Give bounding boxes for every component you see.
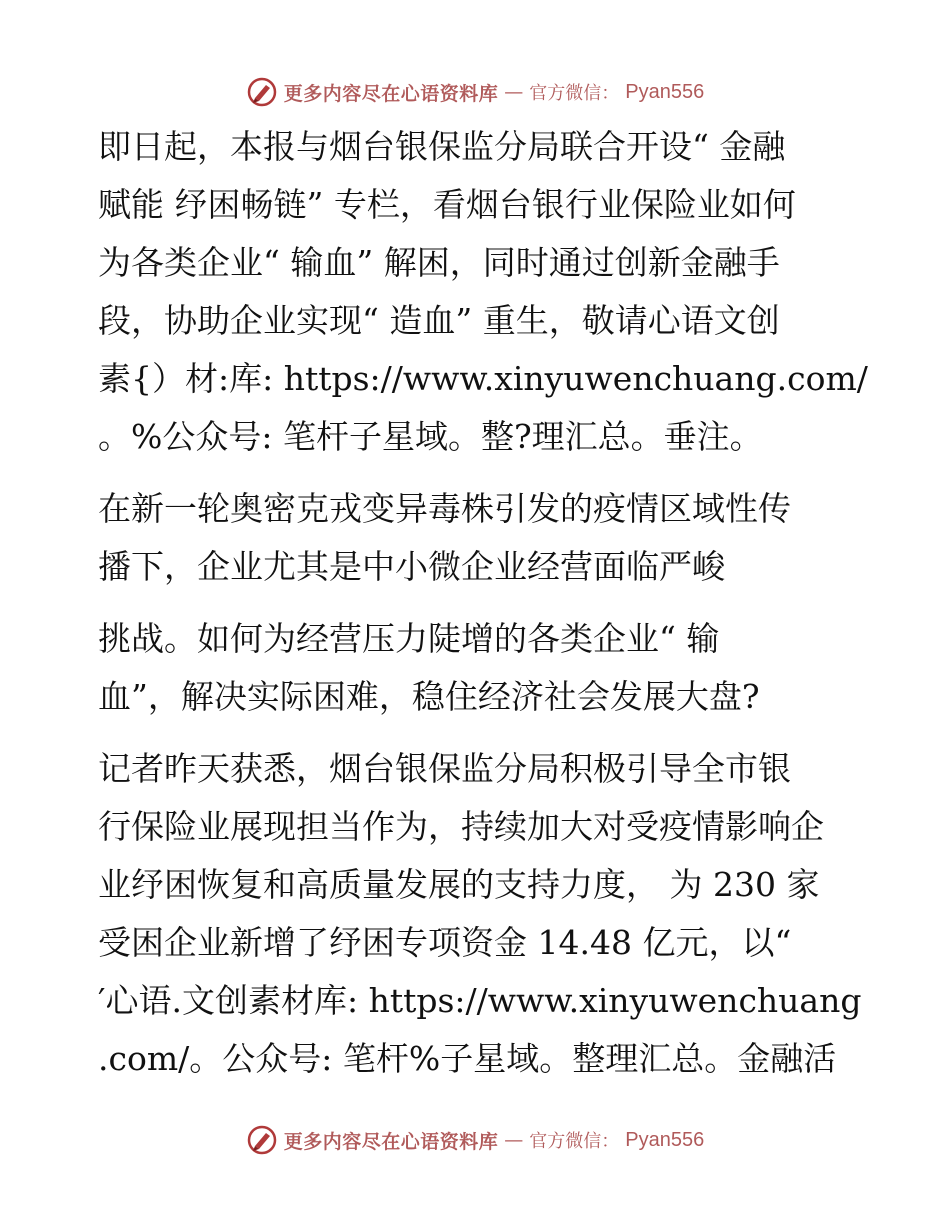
pen-logo-icon [246,1124,278,1156]
pen-logo-icon [246,76,278,108]
text-line: 行保险业展现担当作为，持续加大对受疫情影响企 [98,807,824,846]
text-line: 素{）材:库: https://www.xinyuwenchuang.com/ [98,359,868,398]
text-line: 业纾困恢复和高质量发展的支持力度， 为 230 家 [98,865,820,904]
banner-account: Pyan556 [625,1128,705,1151]
banner-dash: — [504,81,524,103]
text-line: 段，协助企业实现“ 造血” 重生，敬请心语文创 [98,301,780,340]
text-line: 赋能 纾困畅链” 专栏，看烟台银行业保险业如何 [98,185,796,224]
text-line: 在新一轮奥密克戎变异毒株引发的疫情区域性传 [98,489,791,528]
text-line: 血”，解决实际困难，稳住经济社会发展大盘? [98,677,760,716]
text-line: 记者昨天获悉，烟台银保监分局积极引导全市银 [98,749,791,788]
banner-text: 更多内容尽在心语资料库 [283,1130,499,1153]
article-body [98,118,868,1088]
banner-label: 官方微信： [529,1131,620,1152]
text-line: 。%公众号: 笔杆子星域。整?理汇总。垂注。 [98,417,763,456]
header-banner [0,72,950,112]
text-line: 播下，企业尤其是中小微企业经营面临严峻 [98,547,725,586]
paragraph [98,740,862,1088]
text-line: 挑战。如何为经营压力陡增的各类企业“ 输 [98,619,720,658]
banner-label: 官方微信： [529,83,620,104]
text-line: 即日起，本报与烟台银保监分局联合开设“ 金融 [98,127,786,166]
text-line: .com/。公众号: 笔杆%子星域。整理汇总。金融活 [98,1039,837,1078]
paragraph [98,118,868,466]
footer-banner [0,1120,950,1160]
banner-dash: — [504,1129,524,1151]
text-line: 受困企业新增了纾困专项资金 14.48 亿元，以“ [98,923,792,962]
banner-account: Pyan556 [625,80,705,103]
text-line: ′心语.文创素材库: https://www.xinyuwenchuang [98,981,862,1020]
paragraph [98,480,858,596]
text-line: 为各类企业“ 输血” 解困，同时通过创新金融手 [98,243,780,282]
banner-text: 更多内容尽在心语资料库 [283,82,499,105]
paragraph [98,610,858,726]
